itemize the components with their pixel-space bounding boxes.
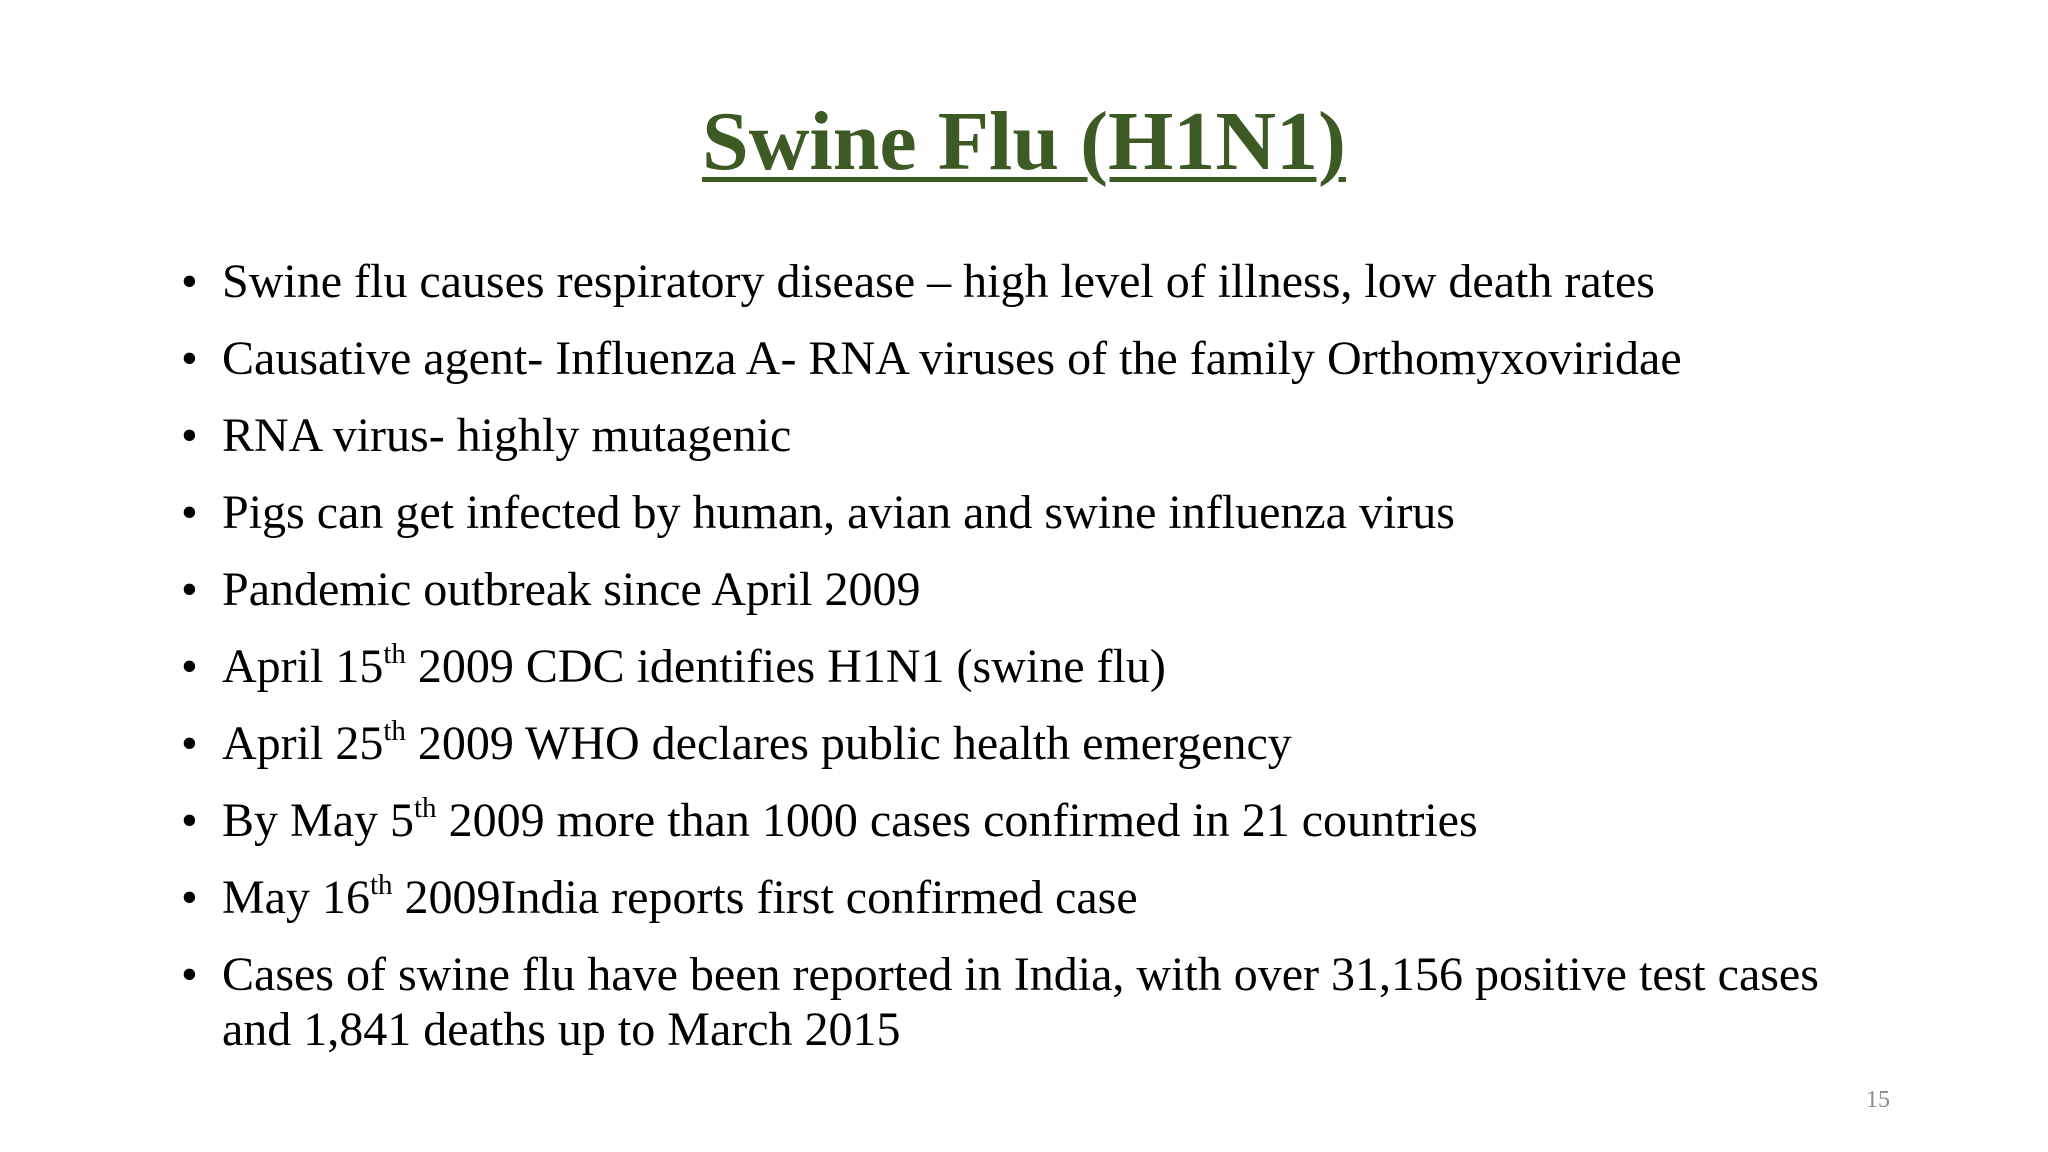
bullet-text-start: April 15 — [222, 640, 384, 693]
bullet-icon: • — [181, 717, 198, 770]
bullet-icon: • — [181, 794, 198, 847]
bullet-text — [222, 794, 1478, 847]
bullet-item — [181, 562, 1881, 617]
bullet-text: Pigs can get infected by human, avian and swine influenza virus — [222, 486, 1455, 539]
bullet-text-end: 2009 CDC identifies H1N1 (swine flu) — [405, 640, 1166, 693]
bullet-text-start: April 25 — [222, 717, 384, 770]
ordinal-superscript: th — [383, 638, 406, 670]
bullet-icon: • — [181, 871, 198, 924]
bullet-text: RNA virus- highly mutagenic — [222, 409, 792, 462]
bullet-text-start: May 16 — [222, 871, 370, 924]
bullet-text: Cases of swine flu have been reported in India, with over 31,156 positive test cases and 1,841 deaths up to March 2015 — [222, 948, 1819, 1056]
bullet-text-end: 2009India reports first confirmed case — [392, 871, 1138, 924]
bullet-item — [181, 254, 1881, 309]
bullet-item — [181, 716, 1881, 771]
slide-title: Swine Flu (H1N1) — [701, 95, 1347, 188]
bullet-item — [181, 793, 1881, 848]
bullet-text: Swine flu causes respiratory disease – high level of illness, low death rates — [222, 255, 1655, 308]
bullet-icon: • — [181, 948, 198, 1001]
bullet-text — [222, 640, 1166, 693]
bullet-item — [181, 947, 1881, 1057]
ordinal-superscript: th — [369, 869, 393, 901]
bullet-item — [181, 870, 1881, 925]
bullet-icon: • — [181, 255, 198, 308]
bullet-icon: • — [181, 563, 198, 616]
bullet-text — [222, 871, 1138, 924]
bullet-item — [181, 485, 1881, 540]
bullet-text-end: 2009 WHO declares public health emergency — [405, 717, 1292, 770]
bullet-text-end: 2009 more than 1000 cases confirmed in 21 countries — [436, 794, 1478, 847]
bullet-item — [181, 639, 1881, 694]
bullet-icon: • — [181, 332, 198, 385]
bullet-item — [181, 408, 1881, 463]
bullet-list — [181, 254, 1881, 1079]
bullet-item — [181, 331, 1881, 386]
bullet-icon: • — [181, 409, 198, 462]
ordinal-superscript: th — [414, 792, 437, 824]
bullet-icon: • — [181, 486, 198, 539]
bullet-text — [222, 717, 1292, 770]
bullet-text: Causative agent- Influenza A- RNA viruses of the family Orthomyxoviridae — [222, 332, 1682, 385]
bullet-text-start: By May 5 — [222, 794, 414, 847]
page-number: 15 — [1866, 1087, 1890, 1113]
bullet-icon: • — [181, 640, 198, 693]
bullet-text: Pandemic outbreak since April 2009 — [222, 563, 921, 616]
ordinal-superscript: th — [383, 715, 406, 747]
